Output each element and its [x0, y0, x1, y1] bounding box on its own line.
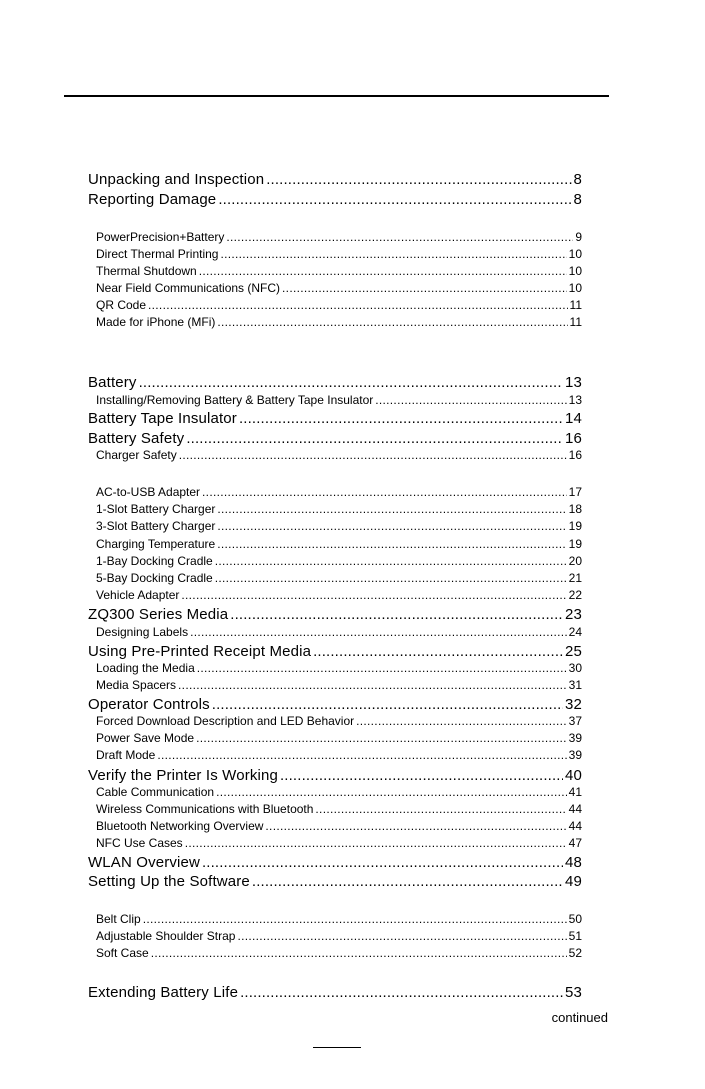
toc-leader-dots	[196, 731, 567, 745]
toc-leader-dots	[212, 696, 563, 713]
toc-leader-dots	[217, 315, 567, 329]
toc-entry-title: Wireless Communications with Bluetooth	[96, 802, 314, 816]
toc-entry-title: Media Spacers	[96, 678, 177, 692]
toc-entry-page: 40	[565, 767, 582, 784]
toc-entry-page: 21	[568, 571, 582, 585]
toc-entry-page: 9	[575, 230, 582, 244]
toc-entry-title: Using Pre-Printed Receipt Media	[88, 643, 312, 660]
toc-entry-page: 53	[565, 984, 582, 1001]
continued-label: continued	[551, 1010, 608, 1025]
toc-entry-page: 24	[568, 625, 582, 639]
toc-leader-dots	[266, 171, 571, 188]
toc-entry[interactable]	[88, 606, 582, 623]
toc-entry-page: 18	[568, 502, 582, 516]
toc-entry[interactable]	[96, 912, 582, 926]
toc-leader-dots	[375, 393, 566, 407]
toc-leader-dots	[216, 785, 567, 799]
toc-entry-page: 23	[565, 606, 582, 623]
toc-entry-title: Extending Battery Life	[88, 984, 239, 1001]
toc-entry[interactable]	[96, 264, 582, 278]
toc-entry-title: Vehicle Adapter	[96, 588, 180, 602]
toc-leader-dots	[199, 264, 567, 278]
toc-leader-dots	[356, 714, 567, 728]
toc-entry-title: Operator Controls	[88, 696, 210, 713]
toc-entry-title: AC-to-USB Adapter	[96, 485, 201, 499]
toc-leader-dots	[186, 430, 563, 447]
toc-entry-page: 13	[568, 393, 582, 407]
toc-entry-title: Adjustable Shoulder Strap	[96, 929, 236, 943]
toc-entry[interactable]	[88, 984, 582, 1001]
toc-entry-title: Forced Download Description and LED Behavior	[96, 714, 355, 728]
toc-leader-dots	[217, 519, 566, 533]
toc-leader-dots	[202, 485, 567, 499]
toc-entry-page: 39	[568, 748, 582, 762]
toc-entry-page: 20	[568, 554, 582, 568]
toc-entry-page: 41	[568, 785, 582, 799]
toc-entry-page: 25	[565, 643, 582, 660]
toc-entry[interactable]	[96, 298, 582, 312]
toc-leader-dots	[202, 854, 563, 871]
toc-entry[interactable]	[88, 696, 582, 713]
toc-entry[interactable]	[96, 230, 582, 244]
toc-entry[interactable]	[96, 448, 582, 462]
toc-entry-page: 11	[569, 298, 582, 312]
toc-entry-title: ZQ300 Series Media	[88, 606, 229, 623]
toc-entry-page: 39	[568, 731, 582, 745]
toc-entry-title: Installing/Removing Battery & Battery Tape Insulator	[96, 393, 374, 407]
toc-leader-dots	[280, 767, 563, 784]
toc-entry-title: Bluetooth Networking Overview	[96, 819, 264, 833]
toc-entry-title: Charging Temperature	[96, 537, 216, 551]
toc-entry[interactable]	[96, 519, 582, 533]
toc-entry-title: WLAN Overview	[88, 854, 200, 871]
toc-entry-page: 51	[568, 929, 582, 943]
toc-leader-dots	[217, 502, 566, 516]
toc-entry-page: 37	[568, 714, 582, 728]
toc-entry-title: PowerPrecision+Battery	[96, 230, 225, 244]
toc-entry-title: Verify the Printer Is Working	[88, 767, 278, 784]
toc-entry-title: Loading the Media	[96, 661, 195, 675]
toc-leader-dots	[215, 571, 567, 585]
toc-entry-title: Reporting Damage	[88, 191, 217, 208]
toc-entry-page: 44	[568, 802, 582, 816]
toc-entry-page: 10	[568, 247, 582, 261]
toc-leader-dots	[217, 537, 566, 551]
toc-leader-dots	[215, 554, 567, 568]
toc-entry-page: 19	[568, 519, 582, 533]
toc-leader-dots	[157, 748, 566, 762]
toc-entry-title: Soft Case	[96, 946, 149, 960]
toc-leader-dots	[240, 984, 563, 1001]
toc-entry-page: 13	[565, 374, 582, 391]
toc-entry[interactable]	[96, 819, 582, 833]
toc-entry-page: 10	[568, 264, 582, 278]
toc-entry[interactable]	[88, 854, 582, 871]
toc-entry-page: 52	[568, 946, 582, 960]
toc-leader-dots	[151, 946, 567, 960]
toc-entry[interactable]	[96, 537, 582, 551]
toc-leader-dots	[313, 643, 563, 660]
toc-entry[interactable]	[96, 588, 582, 602]
toc-leader-dots	[143, 912, 567, 926]
toc-entry-title: NFC Use Cases	[96, 836, 183, 850]
toc-entry-title: Draft Mode	[96, 748, 156, 762]
top-rule	[64, 95, 609, 97]
toc-leader-dots	[220, 247, 566, 261]
toc-entry[interactable]	[88, 410, 582, 427]
toc-entry[interactable]	[96, 571, 582, 585]
toc-entry[interactable]	[88, 374, 582, 391]
toc-entry-title: Made for iPhone (MFi)	[96, 315, 216, 329]
toc-leader-dots	[226, 230, 573, 244]
toc-entry[interactable]	[96, 502, 582, 516]
toc-entry-title: Cable Communication	[96, 785, 215, 799]
toc-leader-dots	[148, 298, 568, 312]
toc-entry-title: Direct Thermal Printing	[96, 247, 219, 261]
toc-entry-title: Battery Tape Insulator	[88, 410, 237, 427]
toc-entry-title: Charger Safety	[96, 448, 177, 462]
toc-entry-page: 14	[565, 410, 582, 427]
toc-entry-page: 47	[568, 836, 582, 850]
toc-entry-title: Designing Labels	[96, 625, 189, 639]
toc-entry[interactable]	[88, 643, 582, 660]
toc-entry[interactable]	[96, 836, 582, 850]
toc-entry[interactable]	[96, 714, 582, 728]
toc-entry-title: 5-Bay Docking Cradle	[96, 571, 213, 585]
toc-entry-page: 11	[569, 315, 582, 329]
toc-entry[interactable]	[96, 625, 582, 639]
toc-leader-dots	[181, 588, 566, 602]
toc-entry-page: 8	[573, 171, 582, 188]
toc-entry[interactable]	[96, 485, 582, 499]
toc-entry-page: 16	[565, 430, 582, 447]
toc-leader-dots	[230, 606, 563, 623]
toc-entry-title: Setting Up the Software	[88, 873, 250, 890]
toc-entry-title: Belt Clip	[96, 912, 141, 926]
toc-leader-dots	[197, 661, 567, 675]
bottom-rule	[313, 1047, 361, 1048]
toc-leader-dots	[237, 929, 566, 943]
toc-leader-dots	[315, 802, 566, 816]
toc-entry-title: Battery	[88, 374, 137, 391]
toc-leader-dots	[265, 819, 566, 833]
toc-leader-dots	[252, 873, 563, 890]
toc-entry[interactable]	[96, 661, 582, 675]
toc-entry[interactable]	[96, 785, 582, 799]
toc-entry-page: 48	[565, 854, 582, 871]
toc-entry-title: Battery Safety	[88, 430, 185, 447]
toc-entry-page: 19	[568, 537, 582, 551]
toc-leader-dots	[218, 191, 571, 208]
toc-entry-page: 16	[568, 448, 582, 462]
toc-entry-page: 30	[568, 661, 582, 675]
toc-entry-title: Unpacking and Inspection	[88, 171, 265, 188]
toc-entry-title: QR Code	[96, 298, 147, 312]
toc-entry[interactable]	[88, 873, 582, 890]
toc-entry-page: 10	[568, 281, 582, 295]
toc-entry[interactable]	[88, 430, 582, 447]
toc-entry-page: 31	[568, 678, 582, 692]
toc-entry[interactable]	[96, 731, 582, 745]
toc-leader-dots	[190, 625, 567, 639]
toc-leader-dots	[139, 374, 563, 391]
toc-entry-page: 22	[568, 588, 582, 602]
toc-entry-page: 17	[568, 485, 582, 499]
toc-entry[interactable]	[96, 554, 582, 568]
toc-entry-page: 32	[565, 696, 582, 713]
toc-entry[interactable]	[88, 767, 582, 784]
toc-entry-title: Power Save Mode	[96, 731, 195, 745]
toc-entry-title: 1-Bay Docking Cradle	[96, 554, 213, 568]
toc-entry[interactable]	[96, 802, 582, 816]
toc-entry-page: 44	[568, 819, 582, 833]
toc-leader-dots	[178, 678, 567, 692]
toc-entry-title: Thermal Shutdown	[96, 264, 197, 278]
toc-entry[interactable]	[96, 281, 582, 295]
toc-entry[interactable]	[96, 247, 582, 261]
toc-entry-page: 49	[565, 873, 582, 890]
toc-entry[interactable]	[88, 171, 582, 188]
toc-entry-title: 3-Slot Battery Charger	[96, 519, 216, 533]
toc-entry[interactable]	[96, 678, 582, 692]
toc-entry-title: 1-Slot Battery Charger	[96, 502, 216, 516]
toc-entry[interactable]	[96, 748, 582, 762]
toc-entry[interactable]	[96, 946, 582, 960]
toc-entry[interactable]	[96, 393, 582, 407]
toc-entry-title: Near Field Communications (NFC)	[96, 281, 281, 295]
toc-entry[interactable]	[88, 191, 582, 208]
toc-entry-page: 8	[573, 191, 582, 208]
toc-leader-dots	[179, 448, 567, 462]
toc-entry[interactable]	[96, 929, 582, 943]
toc-leader-dots	[282, 281, 567, 295]
toc-leader-dots	[185, 836, 567, 850]
toc-leader-dots	[239, 410, 563, 427]
toc-entry[interactable]	[96, 315, 582, 329]
toc-entry-page: 50	[568, 912, 582, 926]
